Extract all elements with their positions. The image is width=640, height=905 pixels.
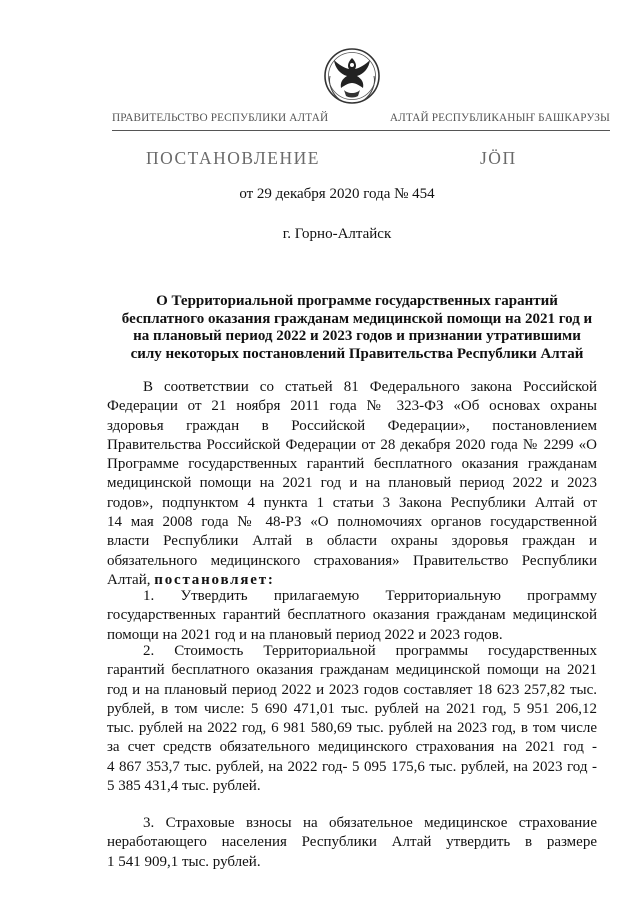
item-1-paragraph [107,587,597,645]
text-line: год и на плановый период 2022 и 2023 годов составляет 18 623 257,82 тыс. [107,681,597,698]
resolves-word: постановляет: [154,571,275,588]
text-line: медицинской помощи на 2021 год и на плановый период 2022 и 2023 [107,475,597,492]
item-2-paragraph [107,642,597,796]
preamble-last: Алтай, [107,571,151,588]
text-line: Федерации от 21 ноября 2011 года № 323-ФЗ «Об основах охраны [107,398,597,415]
title-line: бесплатного оказания гражданам медицинской помощи на 2021 год и [121,310,593,327]
government-name-russian: ПРАВИТЕЛЬСТВО РЕСПУБЛИКИ АЛТАЙ [112,112,329,124]
document-type-altai: ЈӦП [480,148,517,168]
preamble-paragraph [107,378,597,590]
item-3-paragraph [107,814,597,872]
document-date-number: от 29 декабря 2020 года № 454 [239,186,435,202]
text-line: 3. Страховые взносы на обязательное медицинское страхование [143,815,597,831]
text-line: В соответствии со статьей 81 Федерального закона Российской [143,379,597,395]
title-line: О Территориальной программе государственных гарантий [156,293,558,309]
text-line: неработающего населения Республики Алтай утвердить в размере [107,834,597,851]
title-line: силу некоторых постановлений Правительства Республики Алтай [130,345,584,362]
text-line: здоровья граждан в Российской Федерации», постановлением [107,417,597,434]
text-line: тыс. рублей на 2022 год, 6 981 580,69 тыс. рублей на 2023 год, в том числе [107,720,597,737]
coat-of-arms-emblem [322,46,382,110]
text-line: Правительства Российской Федерации от 28 декабря 2020 года № 2299 «О [107,436,597,453]
text-line: за счет средств обязательного медицинского страхования на 2021 год - [107,739,597,756]
text-line: 1. Утвердить прилагаемую Территориальную программу [143,588,597,604]
text-line: государственных гарантий бесплатного оказания гражданам медицинской [107,607,597,624]
title-line: на плановый период 2022 и 2023 годов и признании утратившими [133,328,581,344]
document-city: г. Горно-Алтайск [282,226,392,242]
document-title [118,293,596,363]
text-line: 14 мая 2008 года № 48-РЗ «О полномочиях органов государственной [107,514,597,531]
header-divider [112,130,610,131]
text-line: Программе государственных гарантий бесплатного оказания гражданам [107,456,597,473]
government-name-altai: АЛТАЙ РЕСПУБЛИКАНЫҤ БАШКАРУЗЫ [389,112,610,124]
text-line: обязательного медицинского страхования» Правительство Республики [107,552,597,569]
text-line: власти Республики Алтай в области охраны здоровья граждан и [107,533,597,550]
text-line: рублей, в том числе: 5 690 471,01 тыс. рублей на 2021 год, 5 951 206,12 [107,700,597,717]
text-line: 1 541 909,1 тыс. рублей. [107,853,261,870]
text-line: 5 385 431,4 тыс. рублей. [107,778,261,795]
text-line: гарантий бесплатного оказания гражданам медицинской помощи на 2021 [107,662,597,679]
text-line: помощи на 2021 год и на плановый период 2022 и 2023 годов. [107,626,503,643]
text-line: 2. Стоимость Территориальной программы государственных [143,643,597,659]
text-line: 4 867 353,7 тыс. рублей, на 2022 год- 5 095 175,6 тыс. рублей, на 2023 год - [107,758,597,775]
text-line: годов», подпунктом 4 пункта 1 статьи 3 Закона Республики Алтай от [107,494,597,511]
document-type: ПОСТАНОВЛЕНИЕ [146,148,320,168]
